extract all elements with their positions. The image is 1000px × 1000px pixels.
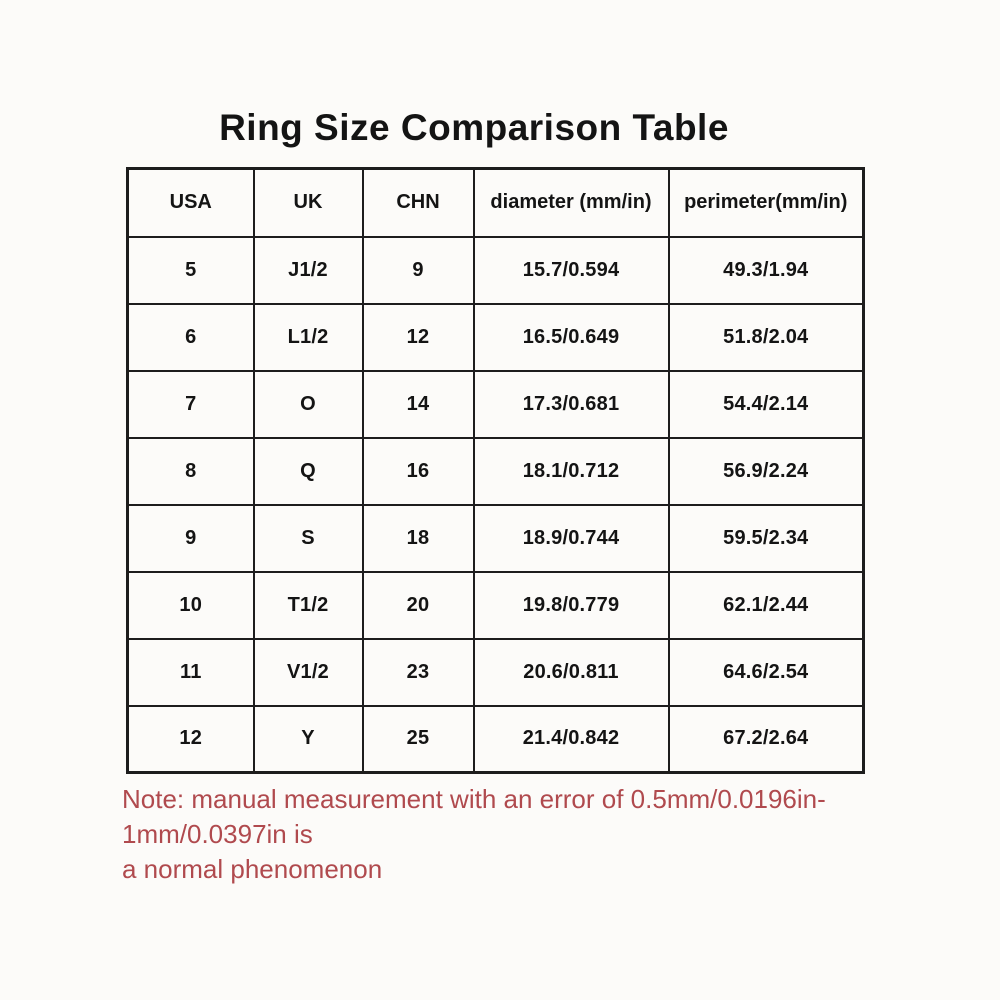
table-cell: 59.5/2.34 xyxy=(669,505,864,572)
measurement-note xyxy=(122,782,912,887)
table-cell: 8 xyxy=(128,438,254,505)
table-cell: 18.1/0.712 xyxy=(474,438,669,505)
table-cell: 67.2/2.64 xyxy=(669,706,864,773)
table-cell: S xyxy=(254,505,363,572)
ring-size-table xyxy=(126,167,865,774)
table-row xyxy=(128,237,864,304)
column-header-uk: UK xyxy=(254,169,363,237)
table-cell: Y xyxy=(254,706,363,773)
table-cell: J1/2 xyxy=(254,237,363,304)
table-cell: 20.6/0.811 xyxy=(474,639,669,706)
column-header-chn: CHN xyxy=(363,169,474,237)
table-cell: 62.1/2.44 xyxy=(669,572,864,639)
table-cell: 23 xyxy=(363,639,474,706)
table-cell: 12 xyxy=(128,706,254,773)
table-cell: T1/2 xyxy=(254,572,363,639)
measurement-note-line2: a normal phenomenon xyxy=(122,854,383,884)
table-cell: V1/2 xyxy=(254,639,363,706)
table-cell: 21.4/0.842 xyxy=(474,706,669,773)
measurement-note-line1: Note: manual measurement with an error of 0.5mm/0.0196in-1mm/0.0397in is xyxy=(122,784,826,849)
table-cell: 20 xyxy=(363,572,474,639)
column-header-usa: USA xyxy=(128,169,254,237)
table-cell: 51.8/2.04 xyxy=(669,304,864,371)
table-row xyxy=(128,438,864,505)
table-cell: 25 xyxy=(363,706,474,773)
table-row xyxy=(128,371,864,438)
table-cell: O xyxy=(254,371,363,438)
table-row xyxy=(128,639,864,706)
table-cell: 16.5/0.649 xyxy=(474,304,669,371)
table-cell: 56.9/2.24 xyxy=(669,438,864,505)
table-cell: 14 xyxy=(363,371,474,438)
table-cell: 5 xyxy=(128,237,254,304)
table-cell: 12 xyxy=(363,304,474,371)
table-cell: 54.4/2.14 xyxy=(669,371,864,438)
column-header-diameter: diameter (mm/in) xyxy=(474,169,669,237)
table-body xyxy=(128,237,864,773)
table-cell: 9 xyxy=(128,505,254,572)
table-cell: Q xyxy=(254,438,363,505)
table-row xyxy=(128,572,864,639)
table-header-row xyxy=(128,169,864,237)
table-cell: 7 xyxy=(128,371,254,438)
table-cell: 9 xyxy=(363,237,474,304)
table-cell: 49.3/1.94 xyxy=(669,237,864,304)
column-header-perimeter: perimeter(mm/in) xyxy=(669,169,864,237)
table-cell: L1/2 xyxy=(254,304,363,371)
table-cell: 19.8/0.779 xyxy=(474,572,669,639)
table-row xyxy=(128,706,864,773)
table-cell: 10 xyxy=(128,572,254,639)
table-cell: 6 xyxy=(128,304,254,371)
table-cell: 17.3/0.681 xyxy=(474,371,669,438)
table-row xyxy=(128,304,864,371)
page-title: Ring Size Comparison Table xyxy=(219,107,729,148)
table-cell: 16 xyxy=(363,438,474,505)
table-cell: 15.7/0.594 xyxy=(474,237,669,304)
table-cell: 18 xyxy=(363,505,474,572)
table-cell: 64.6/2.54 xyxy=(669,639,864,706)
table-cell: 18.9/0.744 xyxy=(474,505,669,572)
table-cell: 11 xyxy=(128,639,254,706)
table-row xyxy=(128,505,864,572)
